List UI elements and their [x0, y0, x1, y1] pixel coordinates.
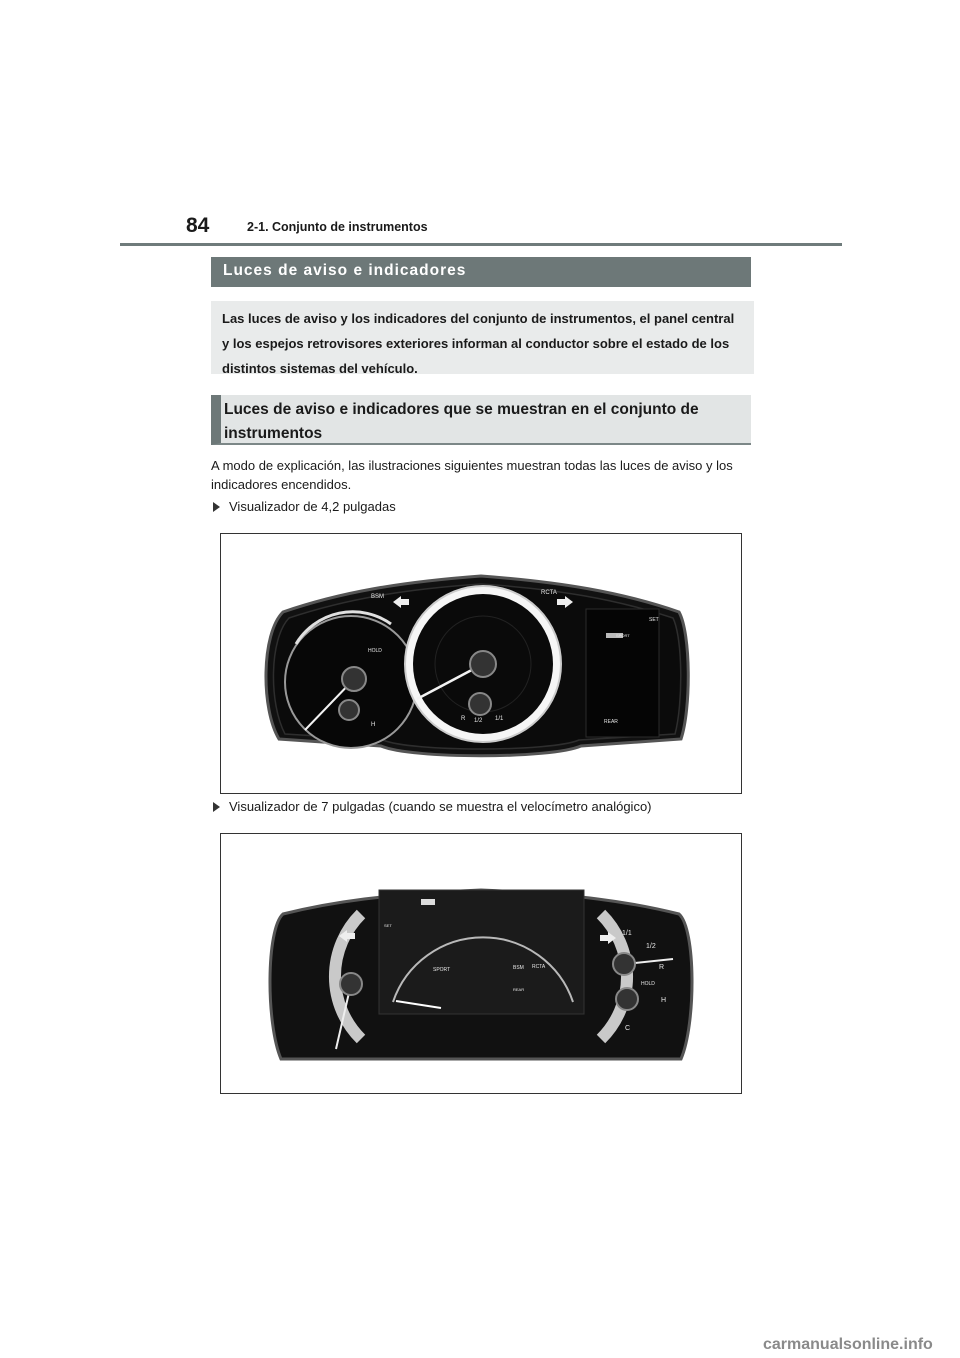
sport-label: SPORT [433, 967, 451, 973]
sport-label: SPORT [616, 633, 630, 638]
body-paragraph: A modo de explicación, las ilustraciones siguientes muestran todas las luces de aviso y los indicadores encendidos. [211, 458, 733, 492]
hold-label: HOLD [641, 981, 655, 987]
bullet-label: Visualizador de 7 pulgadas (cuando se muestra el velocímetro analógico) [229, 799, 652, 814]
hold-label: HOLD [368, 648, 382, 654]
page-number: 84 [186, 214, 210, 237]
half-label: 1/2 [646, 943, 656, 950]
watermark: carmanualsonline.info [763, 1336, 933, 1353]
h-label: H [371, 722, 376, 728]
bullet-item [213, 499, 396, 514]
rcta-label: RCTA [532, 964, 546, 970]
cluster-4-2-svg [221, 534, 741, 793]
full-label: 1/1 [495, 716, 504, 722]
bsm-label: BSM [513, 965, 524, 971]
cluster-7-svg [221, 834, 741, 1093]
c-label: C [625, 1025, 631, 1032]
rear-label: REAR [513, 987, 525, 992]
cluster-illustration-4-2 [220, 533, 742, 794]
header-rule [120, 243, 842, 246]
r-label: R [461, 716, 466, 722]
h-label: H [661, 997, 667, 1004]
rear-label: REAR [604, 719, 618, 725]
triangle-bullet-icon [213, 802, 220, 812]
intro-box [211, 301, 754, 374]
cluster-illustration-7 [220, 833, 742, 1094]
subsection-title [211, 395, 751, 445]
bsm-label: BSM [371, 594, 385, 600]
rcta-label: RCTA [541, 590, 557, 596]
subsection-title-text: Luces de aviso e indicadores que se muestran en el conjunto de instrumentos [224, 401, 699, 442]
intro-text: Las luces de aviso y los indicadores del conjunto de instrumentos, el panel central y los espejos retrovisores exteriores informan al conductor sobre el estado de los distintos sistemas del vehículo. [222, 311, 735, 376]
set-label: SET [384, 923, 392, 928]
r-label: R [659, 964, 665, 971]
bullet-label: Visualizador de 4,2 pulgadas [229, 499, 396, 514]
bullet-item [213, 799, 652, 814]
set-label: SET [649, 617, 659, 623]
half-label: 1/2 [474, 718, 483, 724]
full-label: 1/1 [622, 930, 632, 937]
section-reference: 2-1. Conjunto de instrumentos [247, 220, 428, 234]
section-title: Luces de aviso e indicadores [211, 257, 751, 287]
triangle-bullet-icon [213, 502, 220, 512]
